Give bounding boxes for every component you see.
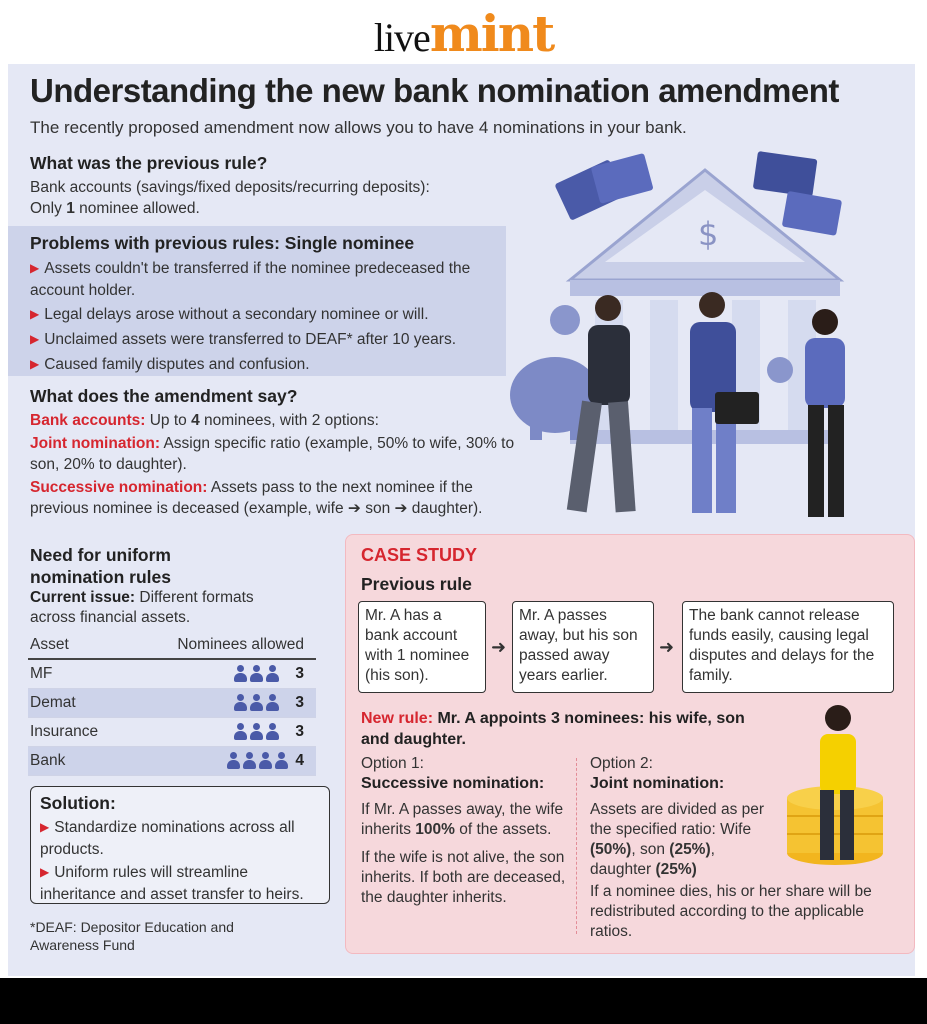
footnote: *DEAF: Depositor Education and Awareness Fund (30, 919, 234, 953)
problem-item: ▶ Legal delays arose without a secondary nominee or will. (30, 304, 500, 326)
nominee-people-icon (234, 723, 282, 741)
table-row: Demat 3 (28, 689, 316, 718)
table-row: Insurance 3 (28, 718, 316, 747)
amendment-text: Bank accounts: Up to 4 nominees, with 2 options: Joint nomination: Assign specific ratio (example, 50% to wife, 30% to son, 20% to daughter). Successive nomination: Assets pass to the next nominee if the previous nominee is deceased (example, wife ➔ son ➔ daughter). (30, 412, 515, 517)
problems-list (30, 258, 500, 376)
options-divider (576, 758, 577, 934)
table-row: Bank 4 (28, 747, 316, 776)
solution-item: ▶ Standardize nominations across all products. (40, 817, 324, 860)
arrow-right-icon: ➜ (659, 637, 675, 657)
uniform-heading: Need for uniform nomination rules (30, 545, 171, 587)
current-issue: Current issue: Different formats across financial assets. (30, 589, 254, 626)
problem-item: ▶ Assets couldn't be transferred if the nominee predeceased the account holder. (30, 258, 500, 301)
option-2: Option 2: Joint nomination: Assets are divided as per the specified ratio: Wife (50%), son (25%), daughter (25%) If a nominee dies, his or her share will be redistributed according to the applicable ratios. (590, 755, 872, 940)
nominees-table (28, 632, 316, 776)
arrow-right-icon: ➜ (491, 637, 507, 657)
flow-step: Mr. A passes away, but his son passed away years earlier. (512, 601, 654, 693)
solution-list (40, 817, 324, 905)
table-row: MF 3 (28, 659, 316, 689)
nominee-people-icon (227, 752, 291, 770)
problem-item: ▶ Unclaimed assets were transferred to DEAF* after 10 years. (30, 329, 500, 351)
col-nominees: Nominees allowed (130, 632, 316, 659)
page-title: Understanding the new bank nomination amendment (30, 72, 839, 109)
previous-rule-case-heading: Previous rule (361, 574, 472, 594)
person-woman-right-icon (805, 309, 845, 517)
page-subtitle: The recently proposed amendment now allows you to have 4 nominations in your bank. (30, 118, 687, 137)
option-1: Option 1: Successive nomination: If Mr. A passes away, the wife inherits 100% of the assets. If the wife is not alive, the son inherits. If both are deceased, the daughter inherits. (361, 755, 566, 906)
new-rule: New rule: Mr. A appoints 3 nominees: his wife, son and daughter. (361, 710, 745, 748)
brand-mint: mint (429, 4, 554, 63)
case-flow (358, 601, 908, 693)
previous-rule-text: Bank accounts (savings/fixed deposits/recurring deposits): Only 1 nominee allowed. (30, 179, 430, 217)
svg-text:$: $ (698, 215, 719, 253)
col-asset: Asset (28, 632, 130, 659)
solution-heading: Solution: (40, 793, 116, 813)
previous-rule-heading: What was the previous rule? (30, 153, 268, 173)
bank-illustration (500, 140, 910, 530)
flow-step: Mr. A has a bank account with 1 nominee (his son). (358, 601, 486, 693)
amendment-heading: What does the amendment say? (30, 386, 298, 406)
nominee-people-icon (234, 694, 282, 712)
table-header (28, 632, 316, 659)
flow-step: The bank cannot release funds easily, causing legal disputes and delays for the family. (682, 601, 894, 693)
problems-heading: Problems with previous rules: Single nominee (30, 233, 415, 253)
case-study-heading: CASE STUDY (361, 545, 478, 565)
bottom-bar (0, 978, 927, 1024)
solution-item: ▶ Uniform rules will streamline inheritance and asset transfer to heirs. (40, 862, 324, 905)
nominee-people-icon (234, 665, 282, 683)
problem-item: ▶ Caused family disputes and confusion. (30, 354, 500, 376)
brand-live: live (373, 15, 430, 60)
brand-logo (0, 4, 927, 63)
